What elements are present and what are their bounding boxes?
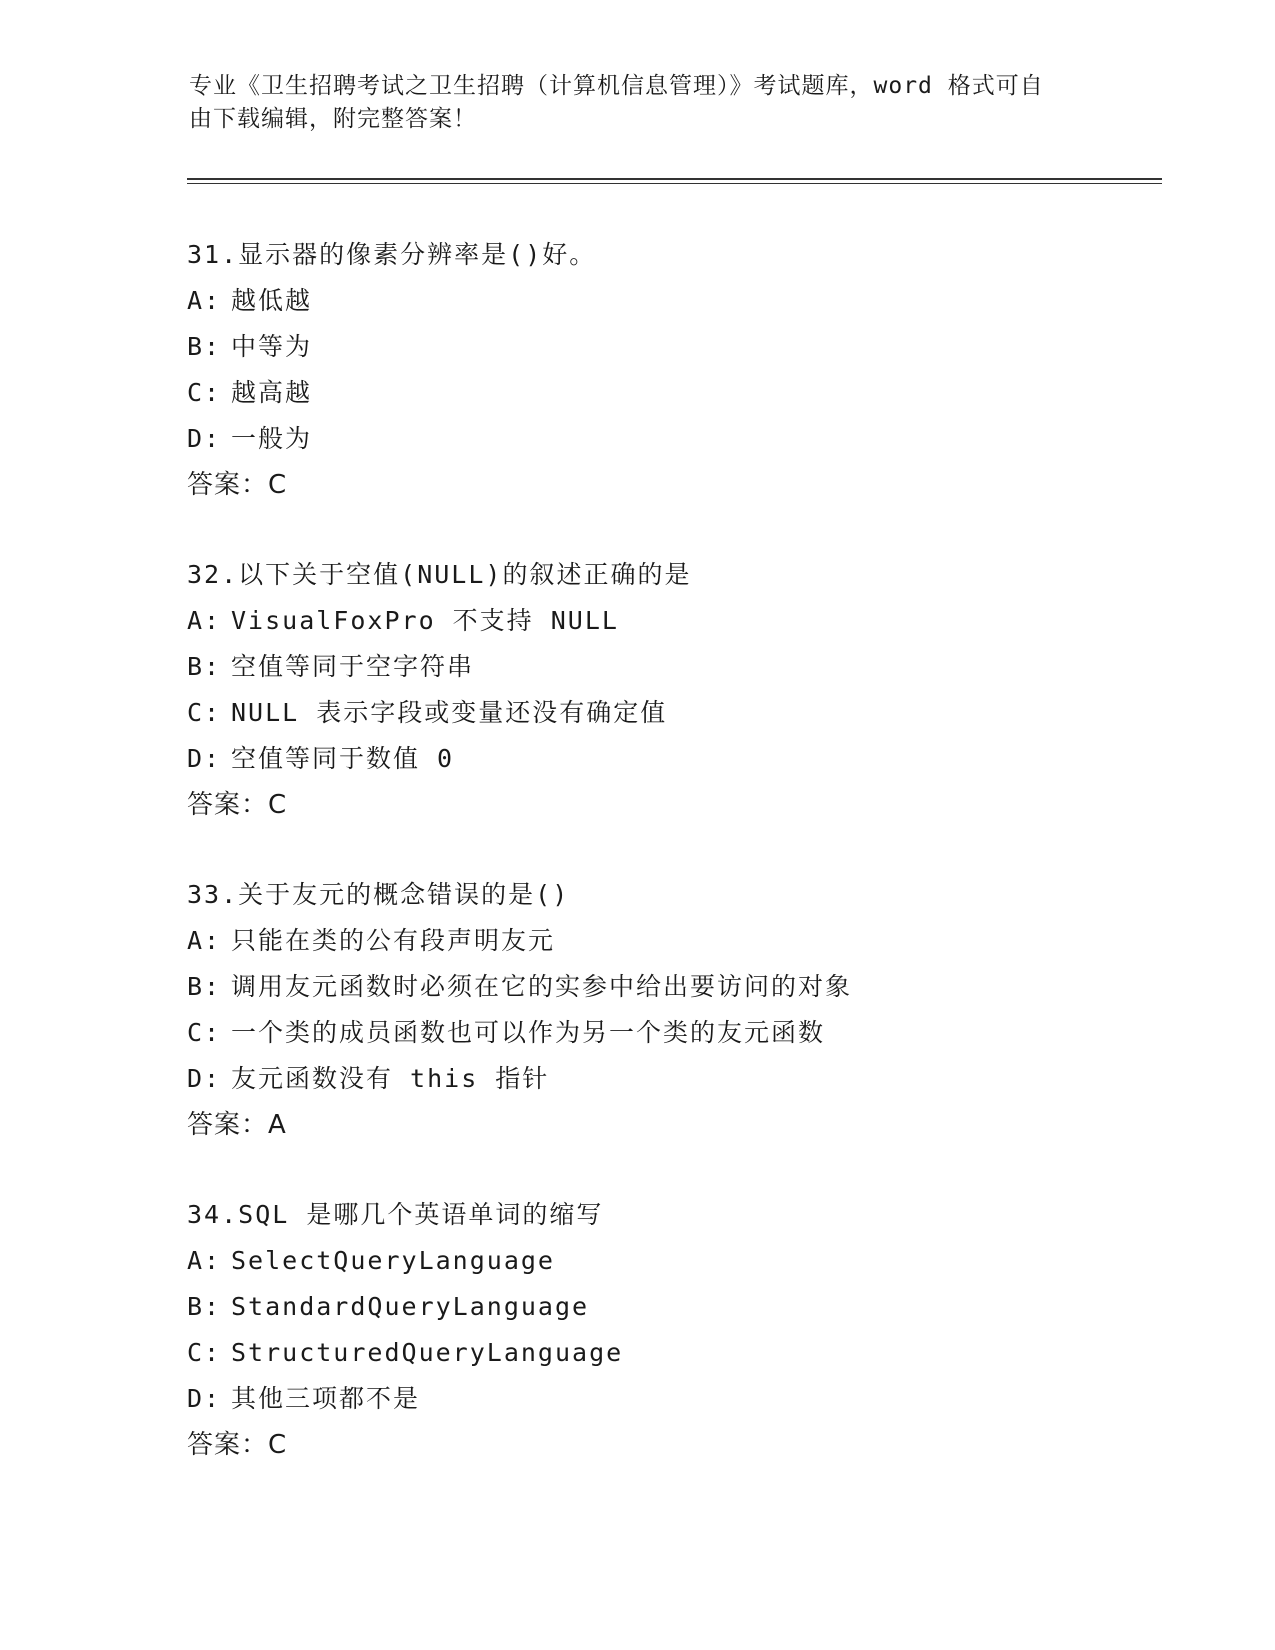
question-stem: 33.关于友元的概念错误的是() (187, 880, 570, 909)
option-text: 空值等同于数值 0 (231, 744, 455, 773)
option-text: StandardQueryLanguage (231, 1292, 590, 1321)
option-text: 越高越 (231, 378, 313, 407)
option-text: 调用友元函数时必须在它的实参中给出要访问的对象 (231, 972, 853, 1001)
answer-line: 答案：C (187, 470, 288, 500)
header-line-2: 由下载编辑，附完整答案！ (189, 106, 477, 132)
answer-line: 答案：A (187, 1110, 287, 1140)
option-b (187, 964, 1187, 1010)
option-label: A: (187, 286, 222, 315)
option-a (187, 918, 1187, 964)
option-b (187, 1284, 1187, 1330)
question-34 (187, 1192, 1187, 1468)
option-label: B: (187, 652, 222, 681)
option-text: 其他三项都不是 (231, 1384, 421, 1413)
option-a (187, 1238, 1187, 1284)
option-label: B: (187, 1292, 222, 1321)
option-label: C: (187, 1338, 222, 1367)
option-c (187, 370, 1187, 416)
option-c (187, 690, 1187, 736)
option-c (187, 1010, 1187, 1056)
option-a (187, 278, 1187, 324)
option-label: A: (187, 1246, 222, 1275)
option-text: 越低越 (231, 286, 313, 315)
option-d (187, 1056, 1187, 1102)
option-label: A: (187, 606, 222, 635)
option-label: C: (187, 698, 222, 727)
question-stem: 31.显示器的像素分辨率是()好。 (187, 240, 597, 269)
option-label: B: (187, 332, 222, 361)
question-stem: 32.以下关于空值(NULL)的叙述正确的是 (187, 560, 692, 589)
option-b (187, 644, 1187, 690)
option-d (187, 736, 1187, 782)
option-label: B: (187, 972, 222, 1001)
document-header (189, 70, 1089, 136)
option-text: 只能在类的公有段声明友元 (231, 926, 556, 955)
option-b (187, 324, 1187, 370)
option-label: D: (187, 744, 222, 773)
header-divider-thin (187, 183, 1162, 184)
option-d (187, 1376, 1187, 1422)
question-stem: 34.SQL 是哪几个英语单词的缩写 (187, 1200, 604, 1229)
option-label: D: (187, 1064, 222, 1093)
header-divider-thick (187, 178, 1162, 180)
option-label: D: (187, 1384, 222, 1413)
question-31 (187, 232, 1187, 508)
option-text: 中等为 (231, 332, 313, 361)
option-label: D: (187, 424, 222, 453)
option-text: 友元函数没有 this 指针 (231, 1064, 550, 1093)
option-a (187, 598, 1187, 644)
answer-line: 答案：C (187, 790, 288, 820)
option-text: NULL 表示字段或变量还没有确定值 (231, 698, 668, 727)
option-label: A: (187, 926, 222, 955)
option-d (187, 416, 1187, 462)
answer-line: 答案：C (187, 1430, 288, 1460)
question-32 (187, 552, 1187, 828)
option-c (187, 1330, 1187, 1376)
option-text: 一个类的成员函数也可以作为另一个类的友元函数 (231, 1018, 826, 1047)
header-line-1: 专业《卫生招聘考试之卫生招聘（计算机信息管理）》考试题库，word 格式可自 (189, 73, 1044, 99)
option-text: StructuredQueryLanguage (231, 1338, 624, 1367)
option-label: C: (187, 1018, 222, 1047)
option-text: SelectQueryLanguage (231, 1246, 555, 1275)
option-label: C: (187, 378, 222, 407)
option-text: 一般为 (231, 424, 313, 453)
question-33 (187, 872, 1187, 1148)
option-text: 空值等同于空字符串 (231, 652, 475, 681)
option-text: VisualFoxPro 不支持 NULL (231, 606, 619, 635)
